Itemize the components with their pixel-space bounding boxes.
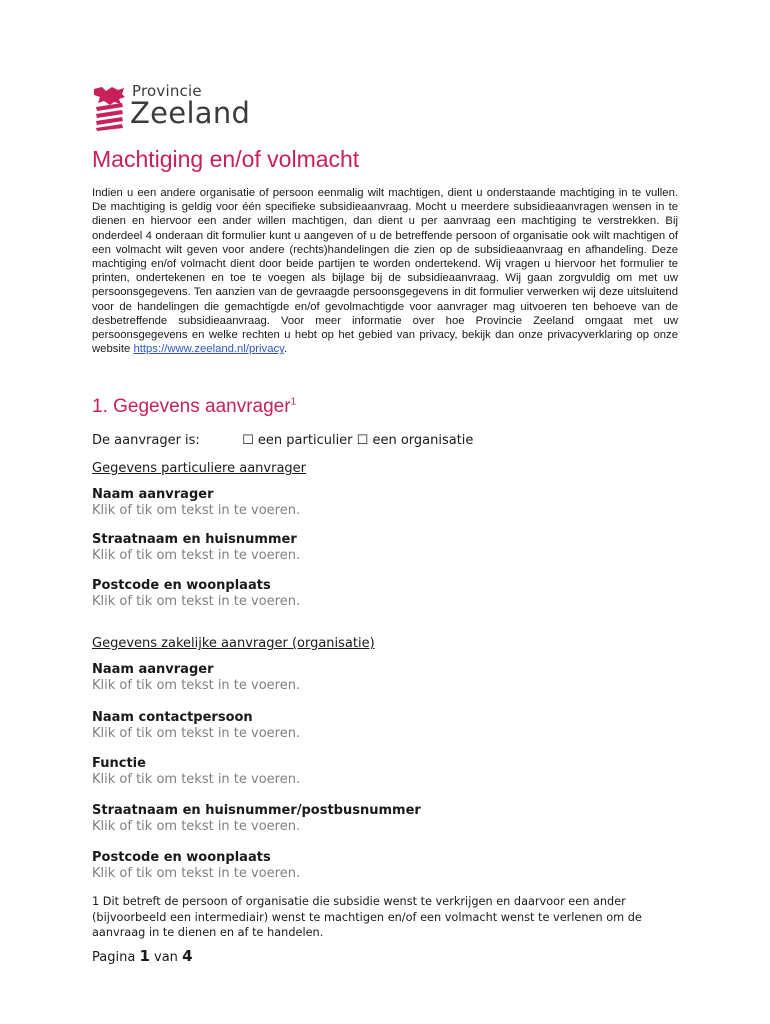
field-zakelijk-adres: [92, 803, 652, 835]
provincie-zeeland-logo: [92, 82, 262, 134]
text-input-placeholder[interactable]: Klik of tik om tekst in te voeren.: [92, 772, 301, 787]
field-label: Naam aanvrager: [92, 662, 214, 677]
field-label: Naam contactpersoon: [92, 710, 253, 725]
text-input-placeholder[interactable]: Klik of tik om tekst in te voeren.: [92, 866, 301, 881]
intro-text: Indien u een andere organisatie of persoon eenmalig wilt machtigen, dient u onderstaande machtiging in te vullen. De machtiging is geldig voor één specifieke subsidieaanvraag. Mocht u meerdere subsidieaanvragen wensen in te dienen en hiervoor een ander willen machtigen, dan dient u per aanvraag een machtiging te verstrekken. Bij onderdeel 4 onderaan dit formulier kunt u aangeven of u de betreffende persoon of organisatie ook wilt machtigen of een volmacht wilt geven voor andere (rechts)handelingen die zien op de subsidieaanvraag en afhandeling. Deze machtiging en/of volmacht dient door beide partijen te worden ondertekend. Wij vragen u hiervoor het formulier te printen, ondertekenen en toe te voegen als bijlage bij de subsidieaanvraag. Wij gaan zorgvuldig om met uw persoonsgegevens. Ten aanzien van de gevraagde persoonsgegevens in dit formulier verwerken wij deze uitsluitend voor de handelingen die gemachtigde en/of gevolmachtigde voor aanvrager mag uitvoeren ten behoeve van de desbetreffende subsidieaanvraag. Voor meer informatie over hoe Provincie Zeeland omgaat met uw persoonsgegevens en welke rechten u hebt op het gebied van privacy, bekijk dan onze privacyverklaring op onze website: [92, 187, 678, 356]
subheading-particulier: Gegevens particuliere aanvrager: [92, 461, 306, 476]
checkbox-particulier[interactable]: ☐ een particulier: [242, 433, 353, 448]
field-particulier-straat: [92, 532, 652, 564]
field-zakelijk-contactpersoon: [92, 710, 652, 742]
field-zakelijk-functie: [92, 756, 652, 788]
field-label: Postcode en woonplaats: [92, 578, 271, 593]
checkbox-organisatie[interactable]: ☐ een organisatie: [356, 433, 474, 448]
field-particulier-naam: [92, 487, 652, 519]
field-zakelijk-postcode: [92, 850, 652, 882]
applicant-type-row: [92, 433, 473, 448]
privacy-link[interactable]: https://www.zeeland.nl/privacy: [133, 343, 284, 356]
text-input-placeholder[interactable]: Klik of tik om tekst in te voeren.: [92, 819, 301, 834]
page-total: 4: [182, 947, 193, 965]
field-label: Functie: [92, 756, 146, 771]
zeeland-lion-icon: [92, 85, 126, 131]
footnote-text: 1 Dit betreft de persoon of organisatie die subsidie wenst te verkrijgen en daarvoor een ander (bijvoorbeeld een intermediair) wenst te machtigen en/of een volmacht wenst te verlenen om de aanvraag in te dienen en af te handelen.: [92, 895, 642, 939]
text-input-placeholder[interactable]: Klik of tik om tekst in te voeren.: [92, 594, 301, 609]
text-input-placeholder[interactable]: Klik of tik om tekst in te voeren.: [92, 503, 301, 518]
page-middle: van: [154, 950, 178, 965]
footnote-mark: 1: [290, 396, 297, 408]
applicant-type-label: De aanvrager is:: [92, 433, 200, 448]
field-zakelijk-naam: [92, 662, 652, 694]
document-title: Machtiging en/of volmacht: [92, 146, 360, 172]
field-particulier-postcode: [92, 578, 652, 610]
field-label: Straatnaam en huisnummer/postbusnummer: [92, 803, 421, 818]
section-heading-text: 1. Gegevens aanvrager: [92, 396, 291, 417]
field-label: Naam aanvrager: [92, 487, 214, 502]
text-input-placeholder[interactable]: Klik of tik om tekst in te voeren.: [92, 678, 301, 693]
logo-text-provincie: Provincie: [132, 82, 202, 100]
page-number: [92, 947, 193, 965]
logo-text-zeeland: Zeeland: [130, 96, 251, 130]
intro-end: .: [283, 343, 288, 356]
page-prefix: Pagina: [92, 950, 136, 965]
text-input-placeholder[interactable]: Klik of tik om tekst in te voeren.: [92, 726, 301, 741]
page-current: 1: [139, 947, 150, 965]
section-heading-gegevens-aanvrager: [92, 396, 296, 418]
field-label: Postcode en woonplaats: [92, 850, 271, 865]
subheading-zakelijk: Gegevens zakelijke aanvrager (organisatie): [92, 636, 375, 651]
field-label: Straatnaam en huisnummer: [92, 532, 297, 547]
intro-paragraph: [92, 186, 678, 356]
text-input-placeholder[interactable]: Klik of tik om tekst in te voeren.: [92, 548, 301, 563]
